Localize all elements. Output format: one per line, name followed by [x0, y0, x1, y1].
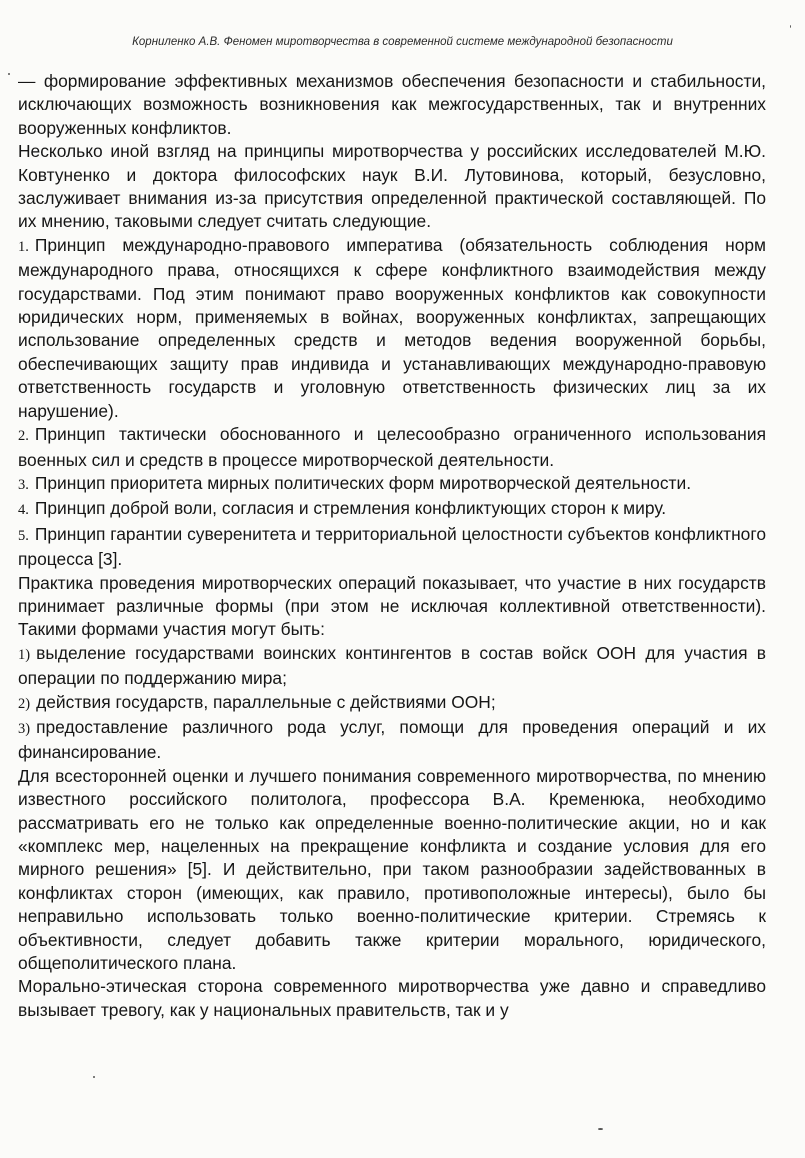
list-item-text: Принцип приоритета мирных политических форм миротворческой деятельности. [34, 472, 692, 493]
list-number: 2) [18, 695, 31, 712]
list-item [18, 642, 766, 691]
list-item-text: Принцип доброй воли, согласия и стремления конфликтующих сторон к миру. [34, 498, 667, 519]
principles-list [18, 234, 766, 572]
list-number: 3) [18, 720, 31, 737]
list-number: 1. [18, 238, 29, 255]
list-number: 2. [18, 428, 29, 445]
list-item [18, 234, 766, 423]
list-item [18, 423, 766, 472]
paragraph-kovtunenko: Несколько иной взгляд на принципы миротворчества у российских исследователей М.Ю. Ковтуненко и доктора философских наук В.И. Лутовинова, который, безусловно, заслуживает внимания из-за присутствия определенной практической составляющей. По их мнению, таковыми следует считать следующие. [18, 141, 766, 232]
page-body [18, 70, 766, 1022]
paragraph-moral-ethical: Морально-этическая сторона современного миротворчества уже давно и справедливо вызывает тревогу, как у национальных правительств, так и у [18, 976, 766, 1020]
list-number: 4. [18, 502, 29, 519]
list-number: 1) [18, 646, 31, 663]
scan-speck [598, 1128, 603, 1130]
paragraph-kremenyuk: Для всесторонней оценки и лучшего понимания современного миротворчества, по мнению известного российского политолога, профессора В.А. Кременюка, необходимо рассматривать его не только как определенные военно-политические акции, но и как «комплекс мер, нацеленных на прекращение конфликта и создание условия для его мирного решения» [5]. И действительно, при таком разнообразии задействованных в конфликтах сторон (имеющих, как правило, противоположные интересы), было бы неправильно использовать только военно-политические критерии. Стремясь к объективности, следует добавить также критерии морального, юридического, общеполитического плана. [18, 765, 766, 974]
running-header: Корниленко А.В. Феномен миротворчества в современной системе международной безопасности [132, 36, 673, 48]
list-item-text: предоставление различного рода услуг, помощи для проведения операций и их финансирование. [18, 716, 766, 763]
paragraph-practice: Практика проведения миротворческих операций показывает, что участие в них государств принимает различные формы (при этом не исключая коллективной ответственности). Такими формами участия могут быть: [18, 572, 766, 640]
scan-speck [790, 25, 791, 28]
scan-speck [93, 1076, 95, 1078]
list-number: 5. [18, 527, 29, 544]
list-item [18, 472, 766, 497]
list-item [18, 716, 766, 765]
forms-list [18, 642, 766, 765]
list-item [18, 523, 766, 572]
paragraph-mechanisms: — формирование эффективных механизмов обеспечения безопасности и стабильности, исключающих возможность возникновения как межгосударственных, так и внутренних вооруженных конфликтов. [18, 71, 766, 138]
list-item-text: действия государств, параллельные с действиями ООН; [36, 691, 496, 712]
list-item-text: Принцип тактически обоснованного и целесообразно ограниченного использования военных сил и средств в процессе миротворческой деятельности. [18, 424, 766, 470]
list-item [18, 497, 766, 522]
scan-speck [8, 73, 10, 75]
list-item-text: Принцип международно-правового императива (обязательность соблюдения норм международного права, относящихся к сфере конфликтного взаимодействия между государствами. Под этим понимают право вооруженных конфликтов как совокупности юридических норм, применяемых в войнах, вооруженных конфликтах, запрещающих использование определенных средств и методов ведения вооруженной борьбы, обеспечивающих защиту прав индивида и устанавливающих международно-правовую ответственность государств и уголовную ответственность физических лиц за их нарушение). [18, 234, 766, 421]
list-item-text: выделение государствами воинских контингентов в состав войск ООН для участия в операции по поддержанию мира; [18, 642, 766, 689]
list-item-text: Принцип гарантии суверенитета и территориальной целостности субъектов конфликтного процесса [3]. [18, 523, 766, 570]
list-number: 3. [18, 476, 29, 493]
list-item [18, 691, 766, 716]
